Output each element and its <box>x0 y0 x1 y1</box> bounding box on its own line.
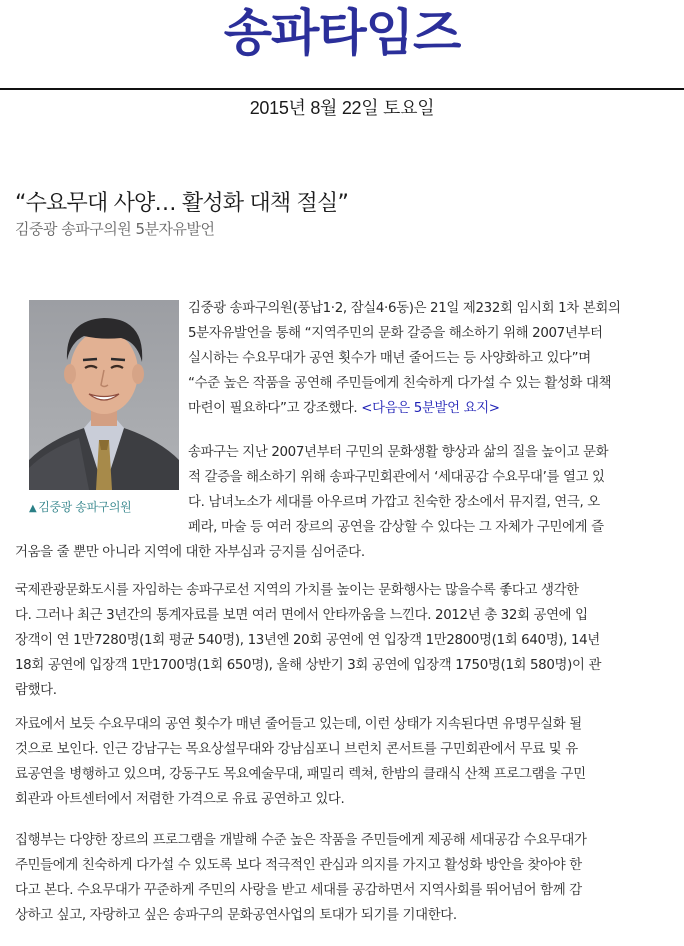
article-paragraph-4 <box>15 712 586 812</box>
article-paragraph-2 <box>188 440 608 540</box>
article-paragraph-2-continued <box>15 540 365 565</box>
masthead-divider <box>0 88 684 90</box>
paragraph-line: 장객이 연 1만7280명(1회 평균 540명), 13년엔 20회 공연에 연 입장객 1만2800명(1회 640명), 14년 <box>15 633 600 648</box>
paragraph-line: 김중광 송파구의원(풍납1·2, 잠실4·6동)은 21일 제232회 임시회 1차 본회의 <box>188 301 621 316</box>
article-paragraph-1 <box>188 296 621 421</box>
photo-caption-text: 김중광 송파구의원 <box>38 500 132 514</box>
paragraph-line-text: 마련이 필요하다”고 강조했다. <box>188 401 358 416</box>
paragraph-line: 집행부는 다양한 장르의 프로그램을 개발해 수준 높은 작품을 주민들에게 제공해 세대공감 수요무대가 <box>15 833 587 848</box>
paragraph-line: 다고 본다. 수요무대가 꾸준하게 주민의 사랑을 받고 세대를 공감하면서 지역사회를 뛰어넘어 함께 감 <box>15 883 582 898</box>
paragraph-line: 것으로 보인다. 인근 강남구는 목요상설무대와 강남심포니 브런치 콘서트를 구민회관에서 무료 및 유 <box>15 742 578 757</box>
paragraph-line: 송파구는 지난 2007년부터 구민의 문화생활 향상과 삶의 질을 높이고 문화 <box>188 445 609 460</box>
paragraph-line: 5분자유발언을 통해 “지역주민의 문화 갈증을 해소하기 위해 2007년부터 <box>188 326 603 341</box>
paragraph-line: 다. 남녀노소가 세대를 아우르며 가깝고 친숙한 장소에서 뮤지컬, 연극, 오 <box>188 495 600 510</box>
speech-summary-link[interactable]: <다음은 5분발언 요지> <box>361 401 500 416</box>
paragraph-line: 국제관광문화도시를 자임하는 송파구로선 지역의 가치를 높이는 문화행사는 많을수록 좋다고 생각한 <box>15 583 579 598</box>
councilor-photo <box>29 300 179 490</box>
paragraph-line: 회관과 아트센터에서 저렴한 가격으로 유료 공연하고 있다. <box>15 792 345 807</box>
article-subheadline: 김중광 송파구의원 5분자유발언 <box>15 220 215 238</box>
portrait-image <box>29 300 179 490</box>
paragraph-line: 자료에서 보듯 수요무대의 공연 횟수가 매년 줄어들고 있는데, 이런 상태가 지속된다면 유명무실화 될 <box>15 717 582 732</box>
paragraph-line: “수준 높은 작품을 공연해 주민들에게 친숙하게 다가설 수 있는 활성화 대책 <box>188 376 612 391</box>
paragraph-line: 페라, 마술 등 여러 장르의 공연을 감상할 수 있다는 그 자체가 구민에게 즐 <box>188 520 604 535</box>
paragraph-line: 18회 공연에 입장객 1만1700명(1회 650명), 올해 상반기 3회 공연에 입장객 1750명(1회 580명)이 관 <box>15 658 602 673</box>
newspaper-logo[interactable]: 송파타임즈 <box>223 4 461 62</box>
paragraph-line: 거움을 줄 뿐만 아니라 지역에 대한 자부심과 긍지를 심어준다. <box>15 545 365 560</box>
photo-caption <box>29 499 131 517</box>
paragraph-line: 료공연을 병행하고 있으며, 강동구도 목요예술무대, 패밀리 렉쳐, 한밤의 클래식 산책 프로그램을 구민 <box>15 767 586 782</box>
paragraph-line: 상하고 싶고, 자랑하고 싶은 송파구의 문화공연사업의 토대가 되기를 기대한다. <box>15 908 457 923</box>
article-paragraph-5 <box>15 828 587 928</box>
article-headline: “수요무대 사양… 활성화 대책 절실” <box>15 191 349 216</box>
paragraph-line: 람했다. <box>15 683 57 698</box>
publication-date: 2015년 8월 22일 토요일 <box>249 98 435 118</box>
paragraph-line: 다. 그러나 최근 3년간의 통계자료를 보면 여러 면에서 안타까움을 느낀다. 2012년 총 32회 공연에 입 <box>15 608 588 623</box>
paragraph-line: 실시하는 수요무대가 공연 횟수가 매년 줄어드는 등 사양화하고 있다”며 <box>188 351 591 366</box>
paragraph-line: 주민들에게 친숙하게 다가설 수 있도록 보다 적극적인 관심과 의지를 가지고 활성화 방안을 찾아야 한 <box>15 858 582 873</box>
masthead <box>0 0 684 70</box>
triangle-up-icon: ▲ <box>29 503 37 514</box>
paragraph-line: 적 갈증을 해소하기 위해 송파구민회관에서 ‘세대공감 수요무대’를 열고 있 <box>188 470 605 485</box>
article-paragraph-3 <box>15 578 601 703</box>
paragraph-line-with-link <box>188 396 621 421</box>
